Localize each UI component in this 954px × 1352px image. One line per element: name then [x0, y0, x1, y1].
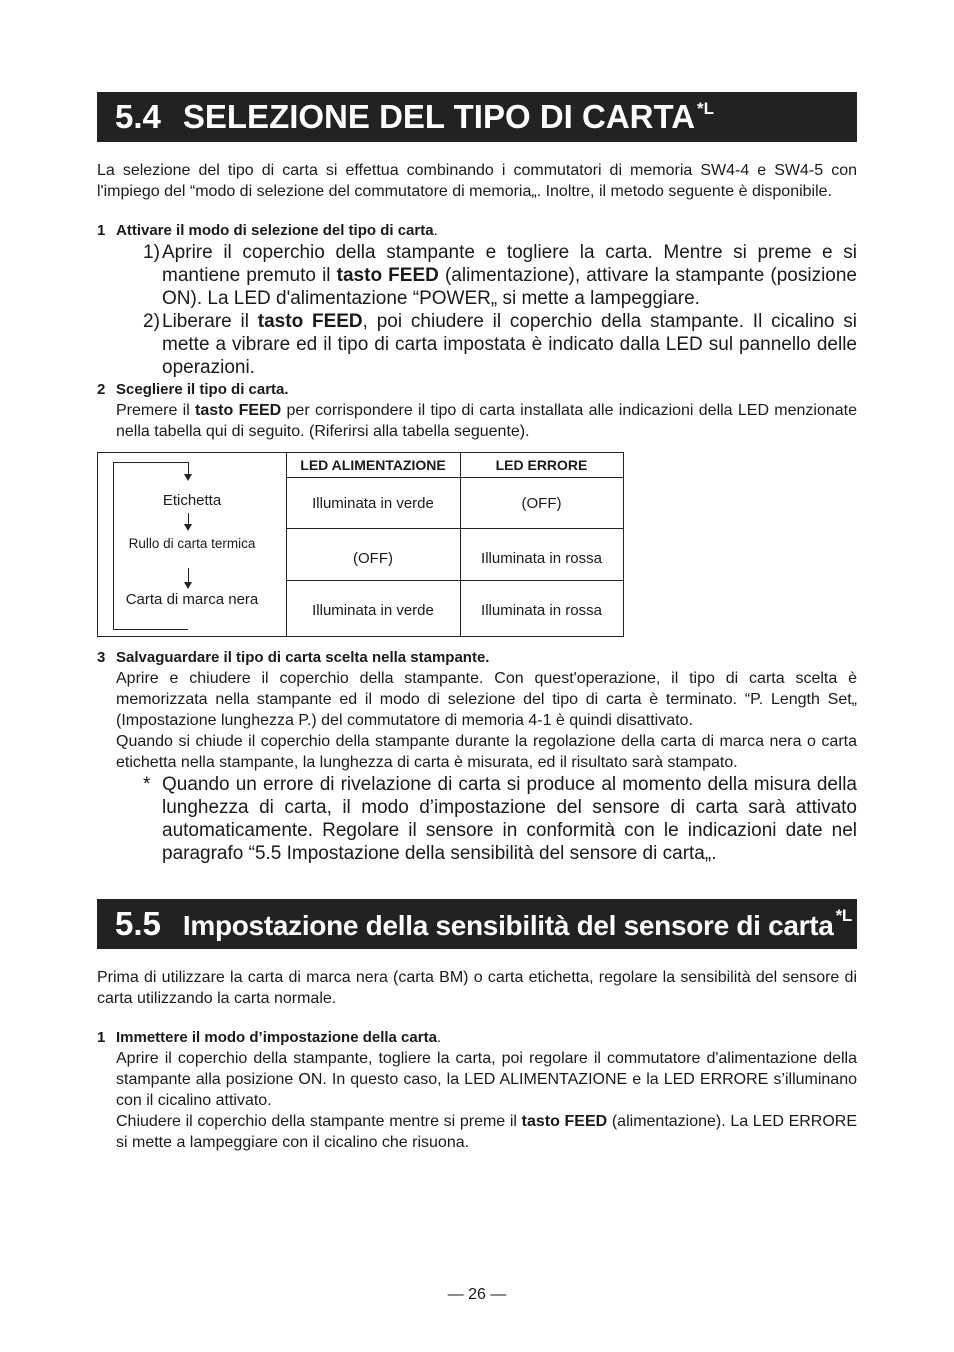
step-body: Aprire e chiudere il coperchio della stampante. Con quest'operazione, il tipo di carta scelta è memorizzata nella stampante ed il modo di selezione del tipo di carta è terminato. “P. Length Set„ (Impostazione lunghezza P.) del commutatore di memoria 4-1 è quindi disattivato.	[116, 670, 857, 729]
step-heading: 1 Immettere il modo d’impostazione della carta.	[97, 1029, 442, 1046]
section-number: 5.4	[115, 98, 161, 135]
sub-list	[97, 241, 857, 379]
paper-type-diagram	[98, 453, 286, 636]
step-heading: 1 Attivare il modo di selezione del tipo di carta.	[97, 222, 438, 239]
column-header: LED ERRORE	[495, 457, 588, 473]
intro-paragraph: Prima di utilizzare la carta di marca nera (carta BM) o carta etichetta, regolare la sensibilità del sensore di carta utilizzando la carta normale.	[97, 969, 857, 1007]
section-title: SELEZIONE DEL TIPO DI CARTA $^{*L}$	[182, 98, 715, 135]
table-cell: Illuminata in rossa	[481, 602, 602, 619]
step-body: Chiudere il coperchio della stampante mentre si preme il tasto FEED (alimentazione). La LED ERRORE si mette a lampeggiare con il cicalino che risuona.	[116, 1113, 858, 1151]
section-header-5-5	[97, 899, 857, 949]
intro-paragraph: La selezione del tipo di carta si effettua combinando i commutatori di memoria SW4-4 e SW4-5 con l'impiego del “modo di selezione del commutatore di memoria„. Inoltre, il metodo seguente è disponibile.	[97, 162, 857, 200]
note-item: * Quando un errore di rivelazione di carta si produce al momento della misura della lunghezza di carta, il modo d’impostazione del sensore di carta sarà attivato automaticamente. Regolare il sensore in conformità con le indicazioni date nel paragrafo “5.5 Impostazione della sensibilità del sensore di carta„.	[143, 774, 857, 864]
led-table	[97, 452, 624, 637]
table-cell: Illuminata in verde	[312, 602, 434, 619]
section-header-5-4	[97, 92, 857, 142]
column-header: LED ALIMENTAZIONE	[300, 457, 446, 473]
page-number: — 26 —	[447, 1286, 507, 1303]
diagram-label: Carta di marca nera	[125, 591, 259, 608]
diagram-label: Etichetta	[162, 492, 222, 509]
list-item: 2) Liberare il tasto FEED, poi chiudere il coperchio della stampante. Il cicalino si mette a vibrare ed il tipo di carta impostata è indicato dalla LED sul pannello delle operazioni.	[143, 311, 857, 378]
table-cell: Illuminata in rossa	[481, 550, 602, 567]
step-body: Quando si chiude il coperchio della stampante durante la regolazione della carta di marca nera o carta etichetta nella stampante, la lunghezza di carta è misurata, ed il risultato sarà stampato.	[116, 733, 857, 771]
list-item: 1) Aprire il coperchio della stampante e togliere la carta. Mentre si preme e si mantiene premuto il tasto FEED (alimentazione), attivare la stampante (posizione ON). La LED d'alimentazione “POWER„ si mette a lampeggiare.	[143, 242, 857, 309]
step-body: Premere il tasto FEED per corrispondere il tipo di carta installata alle indicazioni della LED menzionate nella tabella qui di seguito. (Riferirsi alla tabella seguente).	[116, 402, 857, 440]
step-body: Aprire il coperchio della stampante, togliere la carta, poi regolare il commutatore d'alimentazione della stampante alla posizione ON. In questo caso, la LED ALIMENTAZIONE e la LED ERRORE s’illuminano con il cicalino attivato.	[116, 1050, 857, 1109]
table-cell: (OFF)	[353, 550, 393, 567]
step-heading: 3 Salvaguardare il tipo di carta scelta nella stampante.	[97, 649, 490, 666]
diagram-label: Rullo di carta termica	[128, 536, 256, 551]
section-title: Impostazione della sensibilità del sensore di carta $^{*L}$	[182, 906, 852, 941]
step-heading: 2 Scegliere il tipo di carta.	[97, 381, 289, 398]
page-content	[97, 92, 857, 1153]
section-number: 5.5	[115, 905, 161, 942]
arrow-icon	[98, 453, 286, 636]
note	[97, 773, 857, 865]
table-cell: Illuminata in verde	[312, 494, 434, 512]
table-cell: (OFF)	[521, 494, 562, 512]
